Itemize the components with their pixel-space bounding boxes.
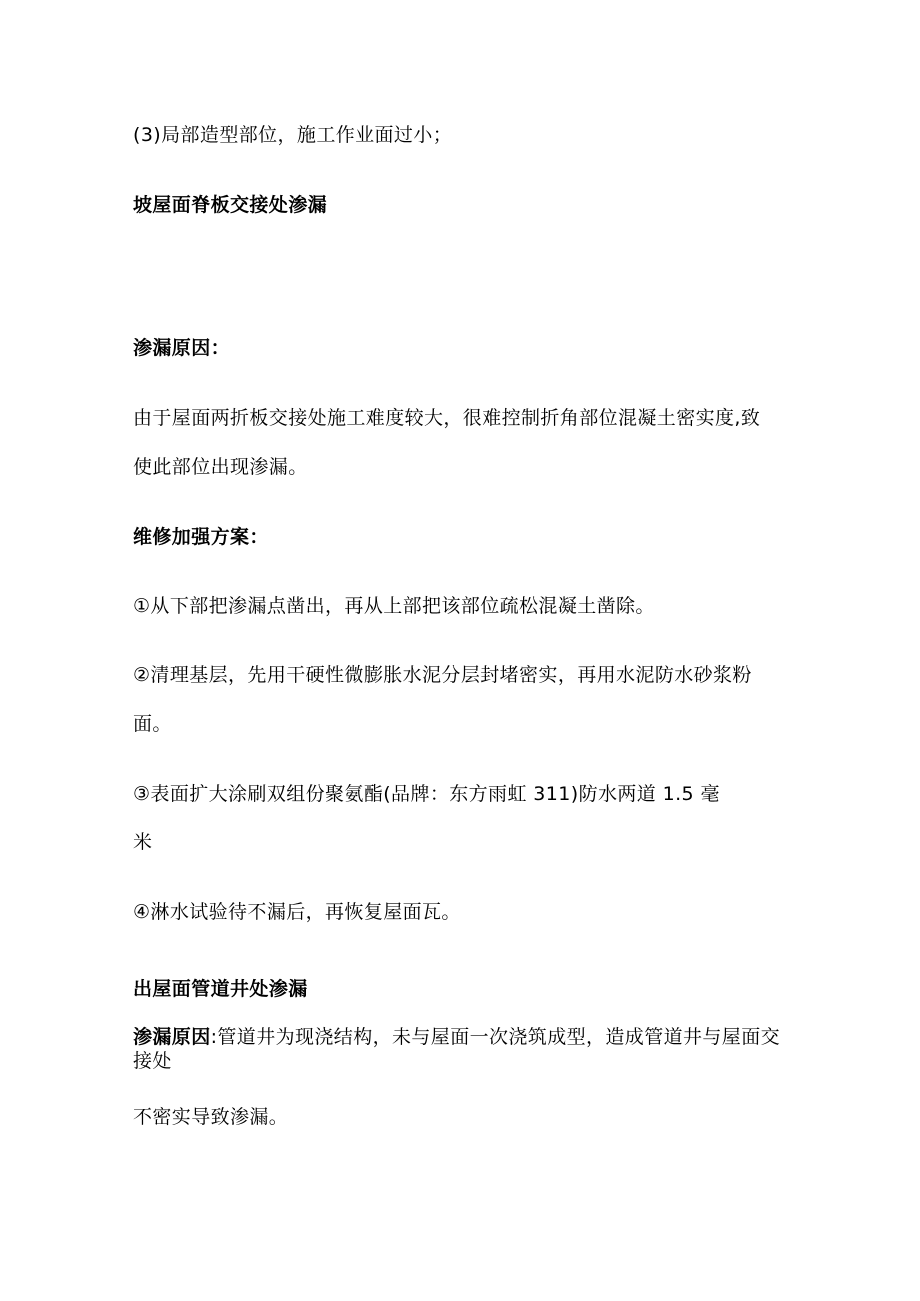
cause-paragraph-line-1: 由于屋面两折板交接处施工难度较大，很难控制折角部位混凝土密实度,致	[133, 407, 761, 429]
section-heading-slope-roof: 坡屋面脊板交接处渗漏	[133, 194, 328, 216]
pipe-shaft-cause-label: 渗漏原因	[133, 1026, 211, 1048]
repair-step-4: ④淋水试验待不漏后，再恢复屋面瓦。	[133, 901, 461, 923]
pipe-shaft-cause-paragraph	[133, 1025, 793, 1073]
repair-plan-label: 维修加强方案：	[133, 526, 269, 548]
repair-step-1: ①从下部把渗漏点凿出，再从上部把该部位疏松混凝土凿除。	[133, 595, 655, 617]
pipe-shaft-cause-line-2: 不密实导致渗漏。	[133, 1106, 289, 1128]
cause-label: 渗漏原因：	[133, 337, 231, 359]
repair-step-3-line-1: ③表面扩大涂刷双组份聚氨酯(品牌：东方雨虹 311)防水两道 1.5 毫	[133, 783, 720, 805]
cause-item-3: (3)局部造型部位，施工作业面过小；	[133, 124, 453, 146]
pipe-shaft-cause-text: :管道井为现浇结构，未与屋面一次浇筑成型，造成管道井与屋面交接处	[133, 1026, 781, 1072]
cause-paragraph-line-2: 使此部位出现渗漏。	[133, 456, 308, 478]
repair-step-2-line-2: 面。	[133, 713, 172, 735]
section-heading-pipe-shaft: 出屋面管道井处渗漏	[133, 978, 308, 1000]
repair-step-2-line-1: ②清理基层，先用干硬性微膨胀水泥分层封堵密实，再用水泥防水砂浆粉	[133, 664, 752, 686]
repair-step-3-line-2: 米	[133, 831, 153, 853]
